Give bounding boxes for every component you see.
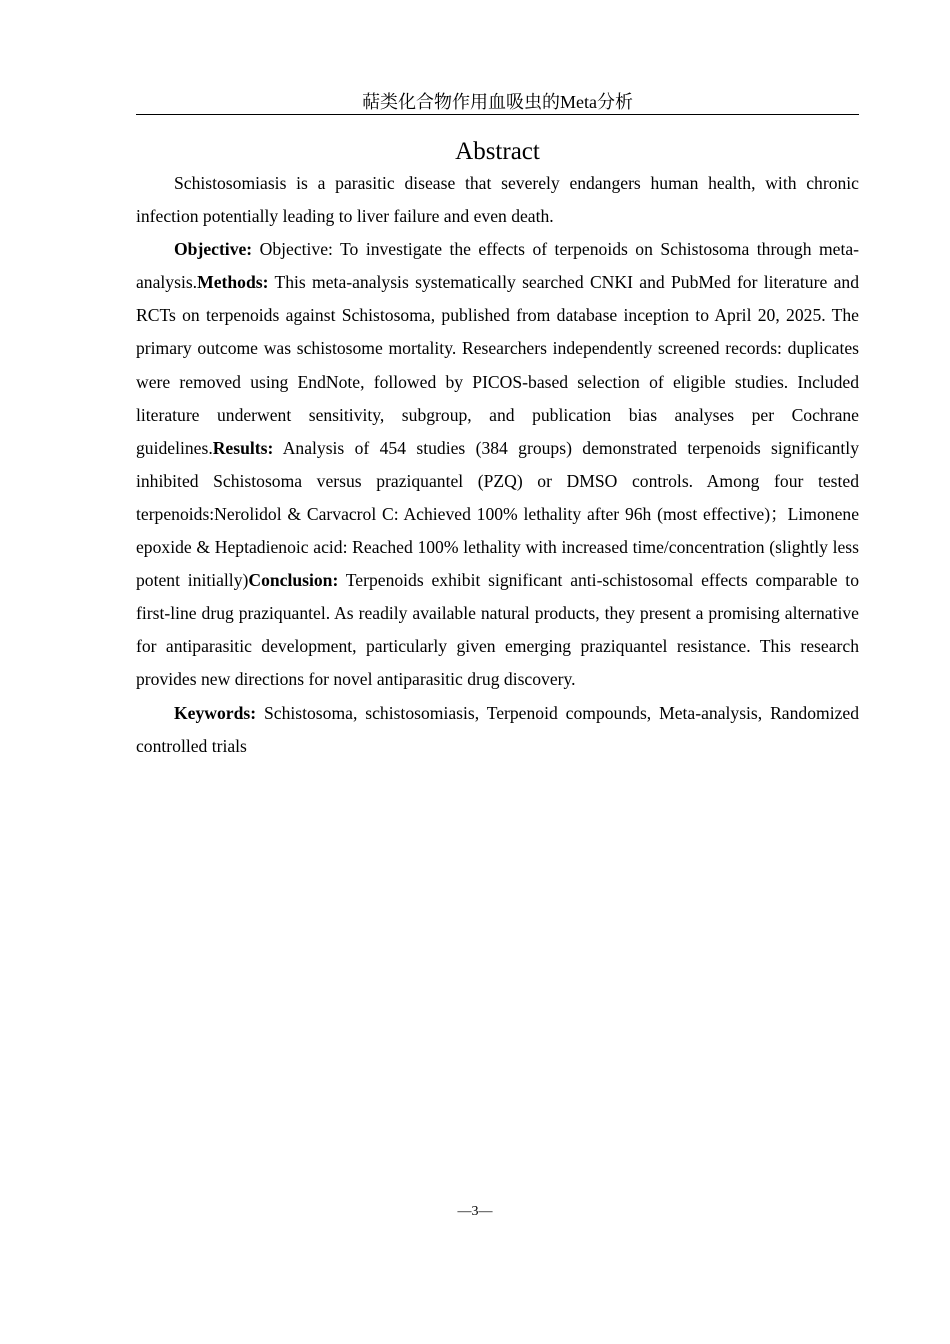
abstract-title: Abstract — [455, 138, 540, 165]
abstract-body — [136, 167, 859, 763]
methods-label: Methods: — [197, 272, 269, 293]
methods-text: This meta-analysis systematically searched CNKI and PubMed for literature and RCTs on terpenoids against Schistosoma, published from database inception to April 20, 2025. The primary outcome was schistosome mortality. Researchers independently screened records: duplicates were removed using EndNote, followed by PICOS-based selection of eligible studies. Included literature underwent sensitivity, subgroup, and publication bias analyses per Cochrane guidelines. — [136, 272, 859, 458]
abstract-intro: Schistosomiasis is a parasitic disease that severely endangers human health, with chronic infection potentially leading to liver failure and even death. — [136, 173, 859, 227]
results-text: Analysis of 454 studies (384 groups) demonstrated terpenoids significantly inhibited Schistosoma versus praziquantel (PZQ) or DMSO controls. Among four tested terpenoids:Nerolidol & Carvacrol C: Achieved 100% lethality after 96h (most effective)；Limonene epoxide & Heptadienoic acid: Reached 100% lethality with increased time/concentration (slightly less potent initially) — [136, 437, 859, 591]
abstract-main-paragraph — [136, 233, 859, 696]
conclusion-text: Terpenoids exhibit significant anti-schistosomal effects comparable to first-line drug praziquantel. As readily available natural products, they present a promising alternative for antiparasitic development, particularly given emerging praziquantel resistance. This research provides new directions for novel antiparasitic drug discovery. — [136, 570, 859, 690]
page-number: —3— — [457, 1204, 493, 1219]
results-label: Results: — [212, 437, 274, 458]
conclusion-label: Conclusion: — [248, 570, 339, 591]
keywords-label: Keywords: — [174, 702, 257, 723]
keywords-text: Schistosoma, schistosomiasis, Terpenoid compounds, Meta-analysis, Randomized controlled trials — [136, 702, 859, 756]
running-header: 萜类化合物作用血吸虫的Meta分析 — [136, 90, 859, 115]
keywords-paragraph — [136, 697, 859, 763]
objective-label: Objective: — [174, 239, 253, 260]
objective-text: Objective: To investigate the effects of terpenoids on Schistosoma through meta-analysis. — [136, 239, 859, 293]
